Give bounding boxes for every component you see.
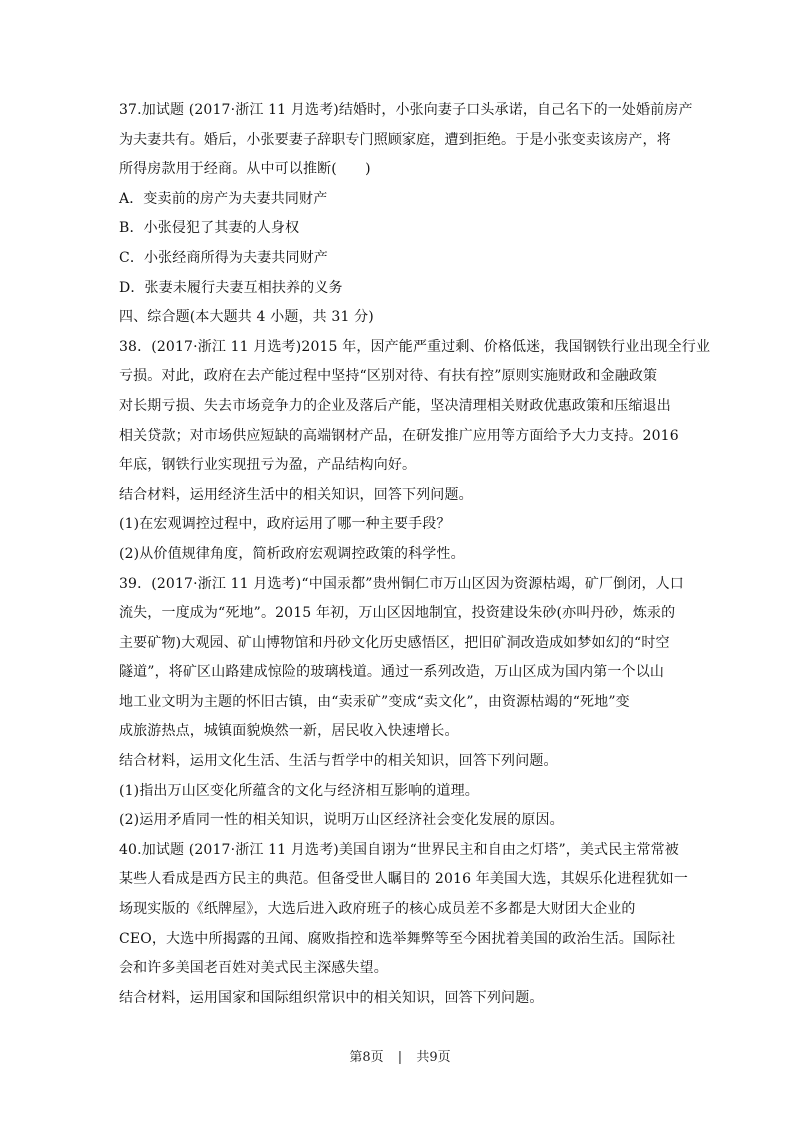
question-39-line-4: 隧道”，将矿区山路建成惊险的玻璃栈道。通过一系列改造，万山区成为国内第一个以山 — [119, 664, 665, 681]
page-total: 共9页 — [416, 1050, 451, 1065]
option-a: A．变卖前的房产为夫妻共同财产 — [119, 190, 328, 207]
question-40-line-1: 40.加试题 (2017·浙江 11 月选考)美国自诩为“世界民主和自由之灯塔”，美式民主常常被 — [119, 841, 679, 858]
question-40-line-4: CEO，大选中所揭露的丑闻、腐败指控和选举舞弊等至今困扰着美国的政治生活。国际社 — [119, 930, 676, 947]
question-39-line-6: 成旅游热点，城镇面貌焕然一新，居民收入快速增长。 — [119, 723, 459, 740]
question-37-line-3: 所得房款用于经商。从中可以推断( ) — [119, 161, 371, 178]
question-39-line-1: 39．(2017·浙江 11 月选考)“中国汞都”贵州铜仁市万山区因为资源枯竭，矿厂倒闭，人口 — [119, 575, 684, 592]
question-38-line-4: 相关贷款；对市场供应短缺的高端钢材产品，在研发推广应用等方面给予大力支持。2016 — [119, 427, 679, 444]
question-39-line-2: 流失，一度成为“死地”。2015 年初，万山区因地制宜，投资建设朱砂(亦叫丹砂，炼汞的 — [119, 605, 676, 622]
question-38-instruction: 结合材料，运用经济生活中的相关知识，回答下列问题。 — [119, 486, 473, 503]
option-b: B．小张侵犯了其妻的人身权 — [119, 220, 300, 237]
document-body — [119, 96, 711, 1013]
question-40-line-3: 场现实版的《纸牌屋》，大选后进入政府班子的核心成员差不多都是大财团大企业的 — [119, 901, 636, 918]
question-39-instruction: 结合材料，运用文化生活、生活与哲学中的相关知识，回答下列问题。 — [119, 753, 558, 770]
question-39-sub-1: (1)指出万山区变化所蕴含的文化与经济相互影响的道理。 — [119, 782, 479, 799]
question-39-line-5: 地工业文明为主题的怀旧古镇，由“卖汞矿”变成“卖文化”，由资源枯竭的“死地”变 — [119, 693, 630, 710]
question-37-line-1: 37.加试题 (2017·浙江 11 月选考)结婚时，小张向妻子口头承诺，自己名下的一处婚前房产 — [119, 102, 693, 118]
question-38-line-3: 对长期亏损、失去市场竞争力的企业及落后产能，坚决清理相关财政优惠政策和压缩退出 — [119, 397, 671, 414]
section-heading: 四、综合题(本大题共 4 小题，共 31 分) — [119, 309, 374, 326]
page-footer — [0, 1046, 800, 1065]
question-38-sub-1: (1)在宏观调控过程中，政府运用了哪一种主要手段？ — [119, 516, 451, 533]
question-40-instruction: 结合材料，运用国家和国际组织常识中的相关知识，回答下列问题。 — [119, 989, 544, 1006]
option-c: C．小张经商所得为夫妻共同财产 — [119, 249, 328, 266]
question-38-line-5: 年底，钢铁行业实现扭亏为盈，产品结构向好。 — [119, 457, 417, 474]
question-40-line-2: 某些人看成是西方民主的典范。但备受世人瞩目的 2016 年美国大选，其娱乐化进程犹如一 — [119, 871, 688, 888]
question-37-line-2: 为夫妻共有。婚后，小张要妻子辞职专门照顾家庭，遭到拒绝。于是小张变卖该房产，将 — [119, 131, 671, 148]
footer-separator: | — [397, 1050, 403, 1065]
question-39-sub-2: (2)运用矛盾同一性的相关知识，说明万山区经济社会变化发展的原因。 — [119, 812, 564, 829]
question-40-line-5: 会和许多美国老百姓对美式民主深感失望。 — [119, 960, 388, 977]
page-number: 第8页 — [349, 1050, 384, 1065]
question-38-line-1: 38．(2017·浙江 11 月选考)2015 年，因产能严重过剩、价格低迷，我国钢铁行业出现全行业 — [119, 338, 711, 355]
question-38-sub-2: (2)从价值规律角度，简析政府宏观调控政策的科学性。 — [119, 545, 465, 562]
option-d: D．张妻未履行夫妻互相扶养的义务 — [119, 279, 343, 296]
question-39-line-3: 主要矿物)大观园、矿山博物馆和丹砂文化历史感悟区，把旧矿洞改造成如梦如幻的“时空 — [119, 634, 670, 651]
question-38-line-2: 亏损。对此，政府在去产能过程中坚持“区别对待、有扶有控”原则实施财政和金融政策 — [119, 368, 658, 385]
